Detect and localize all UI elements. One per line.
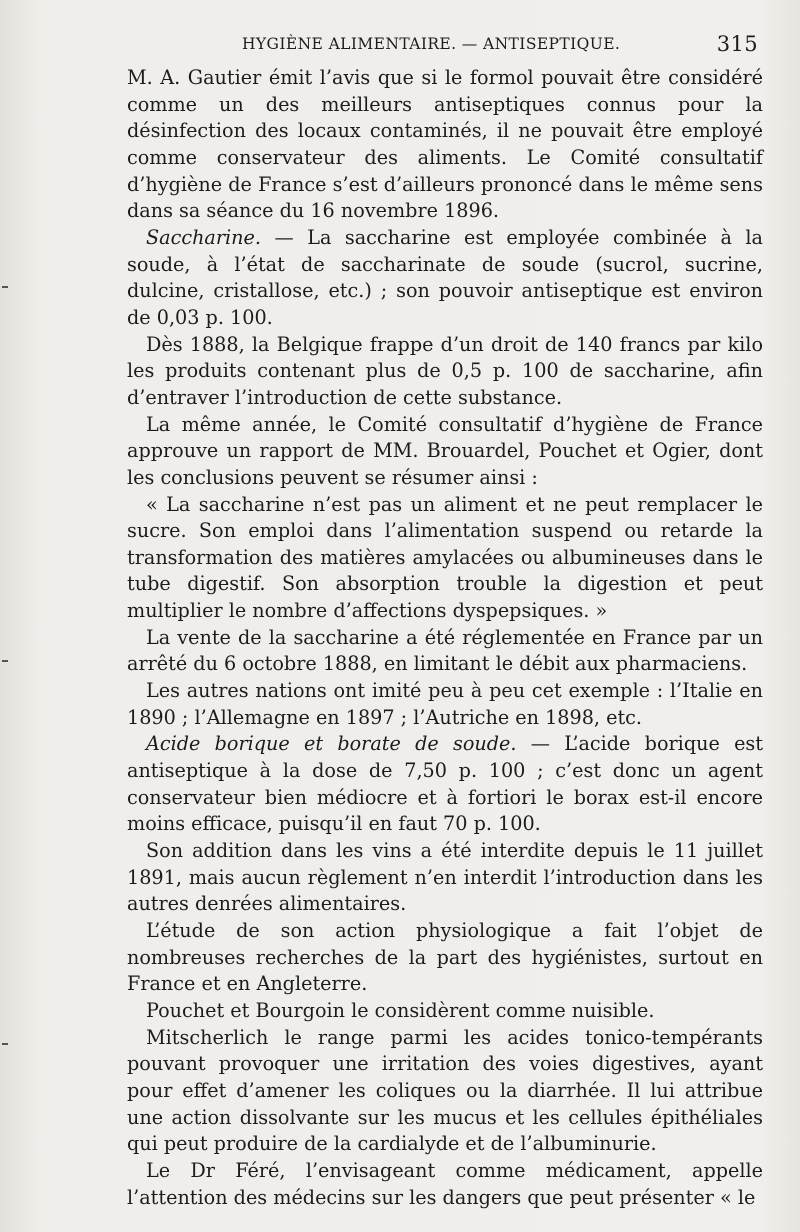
margin-mark — [2, 286, 8, 288]
margin-mark — [2, 1043, 8, 1045]
paragraph-text: Dès 1888, la Belgique frappe d’un droit de 140 francs par kilo les produits contenant plus de 0,5 p. 100 de saccharine, afin d’entraver l’introduction de cette substance. — [127, 332, 763, 409]
paragraph-mitscherlich — [127, 1025, 763, 1158]
paragraph-fere — [127, 1158, 763, 1211]
paragraph-formol — [127, 65, 763, 225]
paragraph-text: La même année, le Comité consultatif d’hygiène de France approuve un rapport de MM. Brouardel, Pouchet et Ogier, dont les conclusions peuvent se résumer ainsi : — [127, 412, 763, 489]
paragraph-text: Mitscherlich le range parmi les acides tonico-tempérants pouvant provoquer une irritation des voies digestives, ayant pour effet d’amener les coliques ou la diarrhée. Il lui attribue une action dissolvante sur les mucus et les cellules épithéliales qui peut produire de la cardialyde et de l’albuminurie. — [127, 1025, 763, 1156]
running-title: HYGIÈNE ALIMENTAIRE. — ANTISEPTIQUE. — [242, 35, 621, 53]
paragraph-text: — La saccharine est employée combinée à la soude, à l’état de saccharinate de soude (sucrol, sucrine, dulcine, cristallose, etc.) ; son pouvoir antiseptique est environ de 0,03 p. 100. — [127, 225, 763, 329]
paragraph-text: Pouchet et Bourgoin le considèrent comme nuisible. — [146, 998, 655, 1022]
page-number: 315 — [716, 32, 758, 56]
page-header — [130, 32, 768, 60]
paragraph-text: M. A. Gautier émit l’avis que si le formol pouvait être considéré comme un des meilleurs antiseptiques connus pour la désinfection des locaux contaminés, il ne pouvait être employé comme conservateur des aliments. Le Comité consultatif d’hygiène de France s’est d’ailleurs prononcé dans le même sens dans sa séance du 16 novembre 1896. — [127, 66, 763, 223]
paragraph-belgium — [127, 332, 763, 412]
paragraph-wine-ban — [127, 838, 763, 918]
paragraph-text: La vente de la saccharine a été réglementée en France par un arrêté du 6 octobre 1888, en limitant le débit aux pharmaciens. — [127, 625, 763, 676]
paragraph-text: — L’acide borique est antiseptique à la dose de 7,50 p. 100 ; c’est donc un agent conservateur bien médiocre et à fortiori le borax est-il encore moins efficace, puisqu’il en faut 70 p. 100. — [127, 732, 763, 836]
paragraph-text: « La saccharine n’est pas un aliment et ne peut remplacer le sucre. Son emploi dans l’alimentation suspend ou retarde la transformation des matières amylacées ou albumineuses dans le tube digestif. Son absorption trouble la digestion et peut multiplier le nombre d’affections dyspepsiques. » — [127, 492, 763, 623]
paragraph-text: Les autres nations ont imité peu à peu cet exemple : l’Italie en 1890 ; l’Allemagne en 1897 ; l’Autriche en 1898, etc. — [127, 679, 763, 729]
paragraph-pouchet — [127, 998, 763, 1025]
body-text — [127, 65, 763, 1211]
paragraph-quotation — [127, 492, 763, 625]
paragraph-regulation — [127, 625, 763, 678]
paragraph-text: L’étude de son action physiologique a fait l’objet de nombreuses recherches de la part des hygiénistes, surtout en France et en Angleterre. — [127, 919, 763, 996]
paragraph-other-nations — [127, 678, 763, 731]
section-label-boric-acid: Acide borique et borate de soude. — [146, 732, 517, 756]
section-label-saccharine: Saccharine. — [146, 225, 261, 249]
paragraph-committee-report — [127, 412, 763, 492]
paragraph-text: Le Dr Féré, l’envisageant comme médicament, appelle l’attention des médecins sur les dangers que peut présenter « le — [127, 1158, 763, 1209]
paragraph-boric-acid — [127, 731, 763, 838]
paragraph-saccharine — [127, 225, 763, 332]
paragraph-text: Son addition dans les vins a été interdite depuis le 11 juillet 1891, mais aucun règlement n’en interdit l’introduction dans les autres denrées alimentaires. — [127, 839, 763, 916]
paragraph-research — [127, 918, 763, 998]
margin-mark — [2, 660, 8, 662]
